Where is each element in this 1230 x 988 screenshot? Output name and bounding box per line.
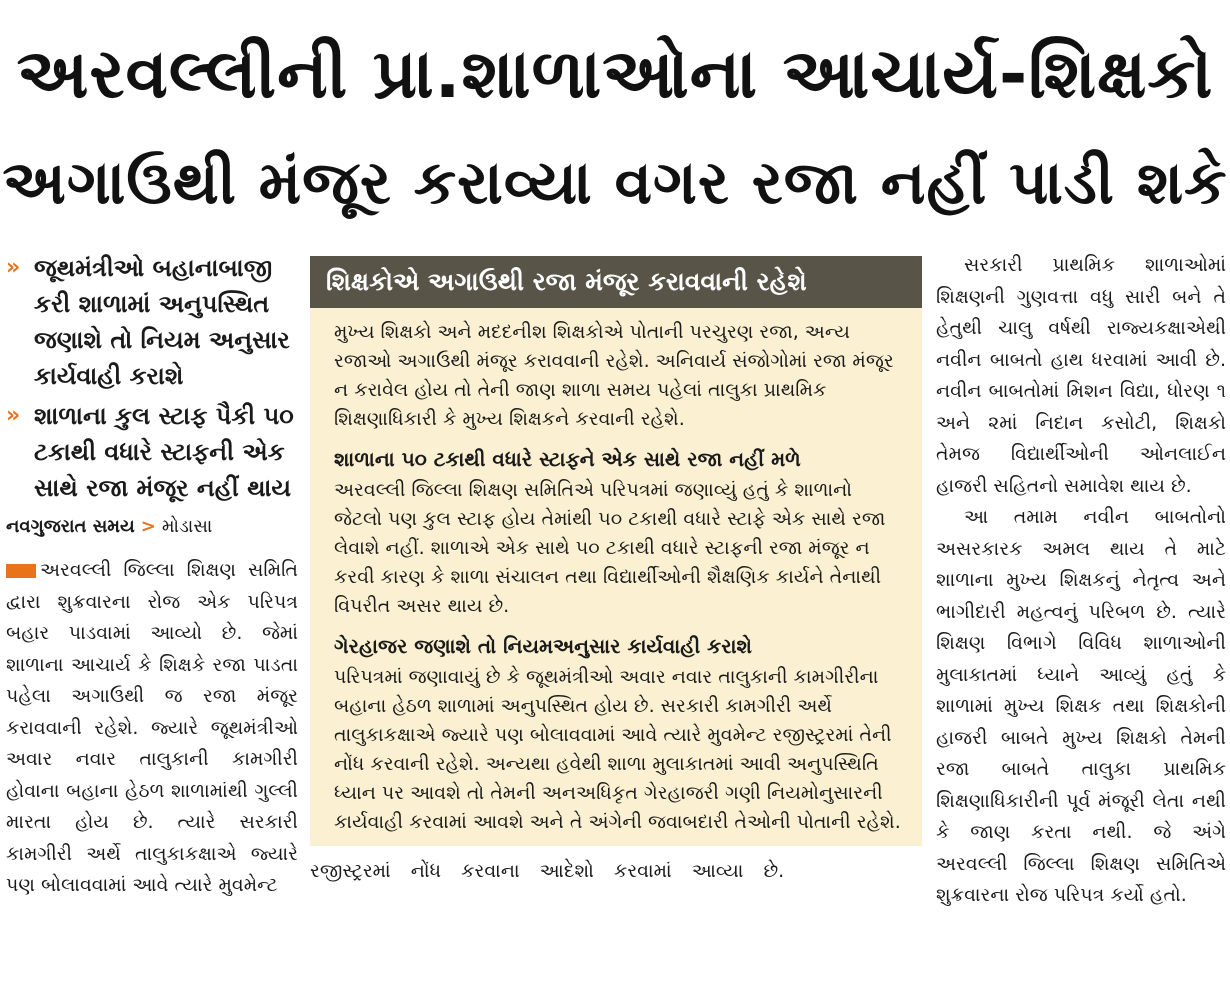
right-column — [936, 250, 1226, 912]
sidebar-banner: શિક્ષકોએ અગાઉથી રજા મંજૂર કરાવવાની રહેશે — [310, 256, 922, 308]
left-body — [6, 555, 298, 902]
dateline — [6, 516, 298, 537]
dateline-separator: > — [140, 516, 156, 537]
left-column — [6, 250, 298, 902]
box-paragraph-1: મુખ્ય શિક્ષકો અને મદદનીશ શિક્ષકોએ પોતાની પરચુરણ રજા, અન્ય રજાઓ અગાઉથી મંજૂર કરાવવાની રહેશે. અનિવાર્ય સંજોગોમાં રજા મંજૂર ન કરાવેલ હોય તો તેની જાણ શાળા સમય પહેલાં તાલુકા પ્રાથમિક શિક્ષણાધિકારી કે મુખ્ય શિક્ષકને કરવાની રહેશે. — [334, 321, 894, 430]
box-subheading-1: શાળાના ૫૦ ટકાથી વધારે સ્ટાફને એક સાથે રજા નહીં મળે — [334, 447, 801, 471]
right-paragraph-1: સરકારી પ્રાથમિક શાળાઓમાં શિક્ષણની ગુણવત્તા વધુ સારી બને તે હેતુથી ચાલુ વર્ષથી રાજ્યકક્ષાએથી નવીન બાબતો હાથ ધરવામાં આવી છે. નવીન બાબતોમાં મિશન વિદ્યા, ધોરણ ૧ અને ૨માં નિદાન કસોટી, શિક્ષકો તેમજ વિદ્યાર્થીઓની ઓનલાઈન હાજરી સહિતનો સમાવેશ થાય છે. — [936, 254, 1226, 497]
headline-line-1: અરવલ્લીની પ્રા.શાળાઓના આચાર્ય-શિક્ષકો — [16, 35, 1214, 114]
dateline-paper: નવગુજરાત સમય — [6, 516, 135, 537]
bullet-chevron-icon: » — [6, 255, 21, 280]
sidebar-box — [310, 308, 922, 846]
box-subheading-2: ગેરહાજર જણાશે તો નિયમઅનુસાર કાર્યવાહી કરાશે — [334, 634, 752, 658]
left-story-continuation: રજીસ્ટ્રરમાં નોંધ કરવાના આદેશો કરવામાં આવ્યા છે. — [310, 860, 785, 882]
highlight-text-1: જૂથમંત્રીઓ બહાનાબાજી કરી શાળામાં અનુપસ્થિત જણાશે તો નિયમ અનુસાર કાર્યવાહી કરાશે — [34, 254, 290, 390]
box-paragraph-3: પરિપત્રમાં જણાવાયું છે કે જૂથમંત્રીઓ અવાર નવાર તાલુકાની કામગીરીના બહાના હેઠળ શાળામાં અનુપસ્થિત હોય છે. સરકારી કામગીરી અર્થે તાલુકાકક્ષાએ જ્યારે પણ બોલાવવામાં આવે ત્યારે મુવમેન્ટ રજીસ્ટ્રરમાં તેની નોંધ કરવાની રહેશે. અન્યથા હવેથી શાળા મુલાકાતમાં આવી અનુપસ્થિતિ ધ્યાન પર આવશે તો તેમની અનઅધિકૃત ગેરહાજરી ગણી નિયમોનુસારની કાર્યવાહી કરવામાં આવશે અને તે અંગેની જવાબદારી તેઓની પોતાની રહેશે. — [334, 666, 901, 833]
highlight-bullet-1 — [6, 250, 298, 394]
dateline-place: મોડાસા — [161, 516, 213, 537]
headline-line-2: અગાઉથી મંજૂર કરાવ્યા વગર રજા નહીં પાડી શકે — [2, 148, 1228, 218]
right-paragraph-2: આ તમામ નવીન બાબતોનો અસરકારક અમલ થાય તે માટે શાળાના મુખ્ય શિક્ષકનું નેતૃત્વ અને ભાગીદારી મહત્વનું પરિબળ છે. ત્યારે શિક્ષણ વિભાગે વિવિધ શાળાઓની મુલાકાતમાં ધ્યાને આવ્યું હતું કે શાળામાં મુખ્ય શિક્ષક તથા શિક્ષકોની હાજરી બાબતે મુખ્ય શિક્ષકો તેમની રજા બાબતે તાલુકા પ્રાથમિક શિક્ષણાધિકારીની પૂર્વ મંજૂરી લેતા નથી કે જાણ કરતા નથી. જે અંગે અરવલ્લી જિલ્લા શિક્ષણ સમિતિએ શુક્રવારના રોજ પરિપત્ર કર્યો હતો. — [936, 506, 1226, 906]
left-body-text: અરવલ્લી જિલ્લા શિક્ષણ સમિતિ દ્વારા શુક્રવારના રોજ એક પરિપત્ર બહાર પાડવામાં આવ્યો છે. જેમાં શાળાના આચાર્ય કે શિક્ષકે રજા પાડતા પહેલા અગાઉથી જ રજા મંજૂર કરાવવાની રહેશે. જ્યારે જૂથમંત્રીઓ અવાર નવાર તાલુકાની કામગીરી હોવાના બહાના હેઠળ શાળામાંથી ગુલ્લી મારતા હોય છે. ત્યારે સરકારી કામગીરી અર્થે તાલુકાકક્ષાએ જ્યારે પણ બોલાવવામાં આવે ત્યારે મુવમેન્ટ — [6, 559, 298, 896]
highlight-bullet-2 — [6, 398, 298, 506]
middle-column — [310, 250, 922, 886]
highlight-text-2: શાળાના કુલ સ્ટાફ પૈકી ૫૦ ટકાથી વધારે સ્ટાફની એક સાથે રજા મંજૂર નહીં થાય — [34, 402, 294, 502]
box-paragraph-2: અરવલ્લી જિલ્લા શિક્ષણ સમિતિએ પરિપત્રમાં જણાવ્યું હતું કે શાળાનો જેટલો પણ કુલ સ્ટાફ હોય તેમાંથી ૫૦ ટકાથી વધારે સ્ટાફે એક સાથે રજા લેવાશે નહીં. શાળાએ એક સાથે ૫૦ ટકાથી વધારે સ્ટાફની રજા મંજૂર ન કરવી કારણ કે શાળા સંચાલન તથા વિદ્યાર્થીઓની શૈક્ષણિક કાર્યને તેનાથી વિપરીત અસર થાય છે. — [334, 479, 886, 617]
story-start-marker — [6, 564, 36, 578]
bullet-chevron-icon: » — [6, 403, 21, 428]
